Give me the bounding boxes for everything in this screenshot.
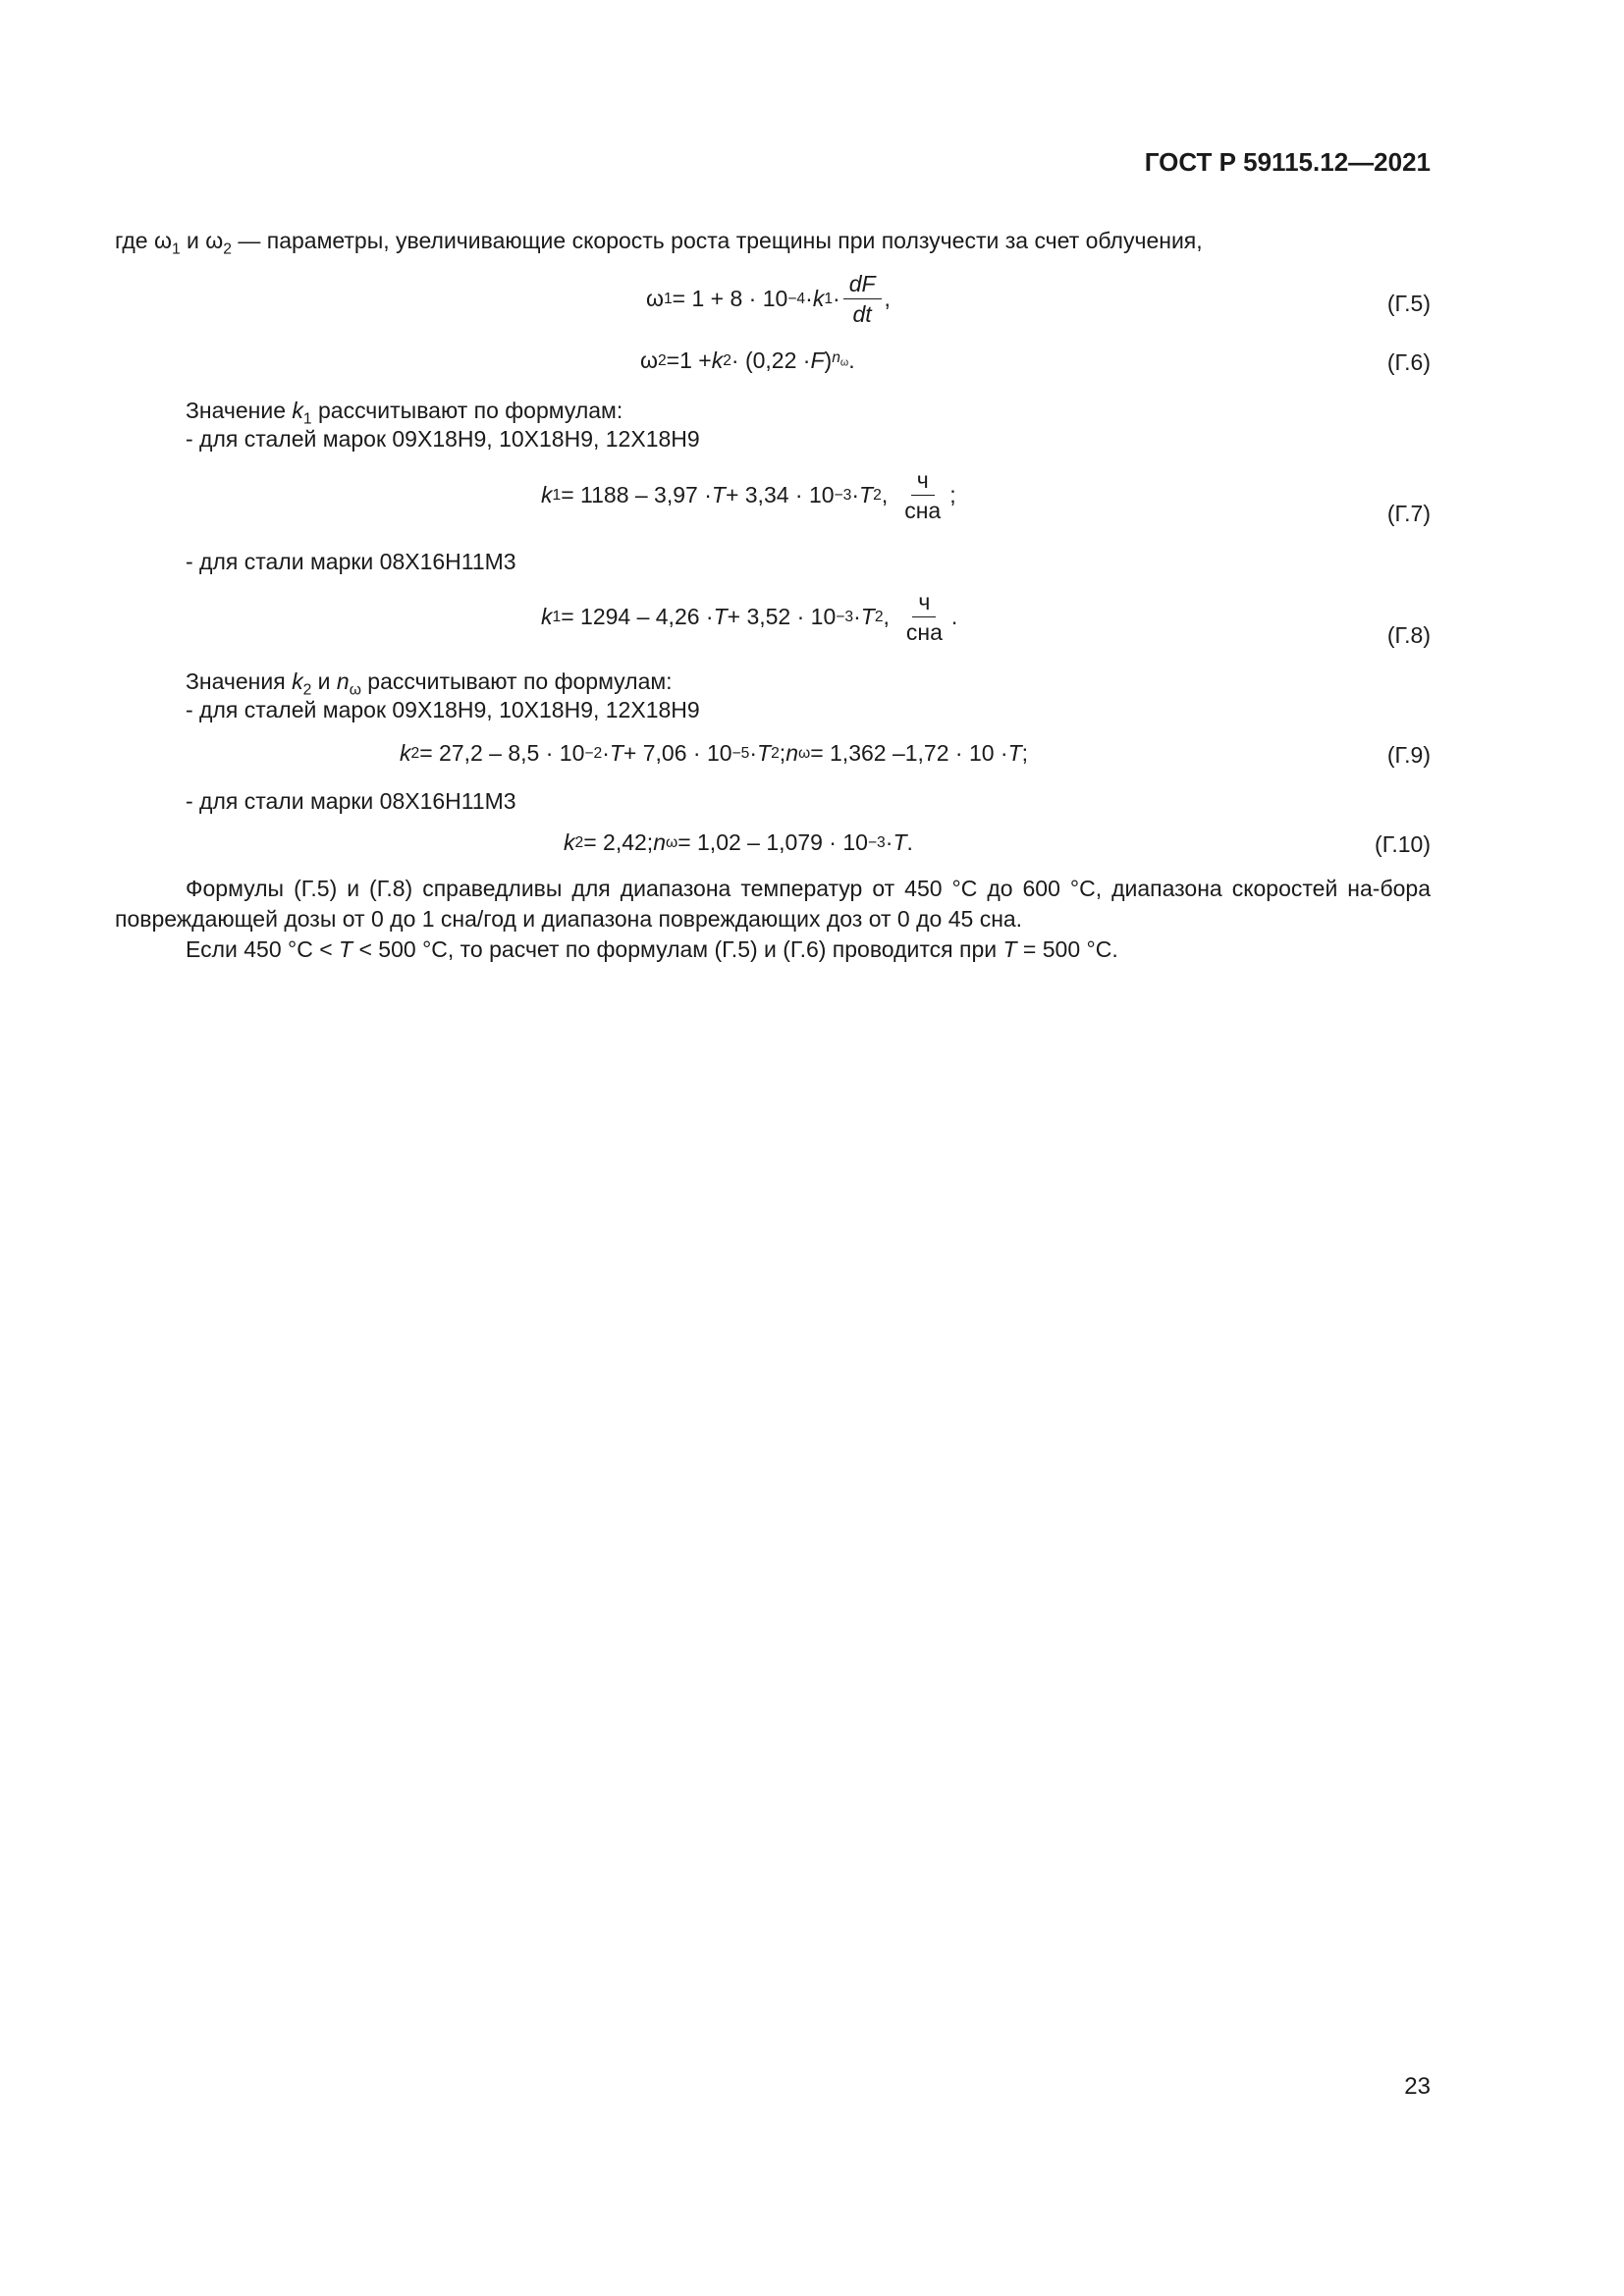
paragraph-validity: Формулы (Г.5) и (Г.8) справедливы для диапазона температур от 450 °С до 600 °С, диапазона скоростей на-бора повреждающей дозы от 0 до 1 сна/год и диапазона повреждающих доз от 0 до 45 сна. bbox=[115, 876, 1431, 932]
formula-text: = 1188 – 3,97 · bbox=[561, 482, 712, 507]
equation-g6: ω 2 =1 + k 2 · (0,22 · F ) $n_\omega$ . bbox=[640, 347, 855, 373]
subscript: 1 bbox=[302, 410, 312, 428]
formula-text: = 27,2 – 8,5 · 10 bbox=[419, 740, 585, 766]
intro-text: и bbox=[180, 228, 206, 253]
variable: T bbox=[713, 604, 728, 629]
formula-text: ; bbox=[779, 740, 786, 766]
variable: k bbox=[292, 398, 303, 423]
formula-text: , bbox=[883, 604, 890, 629]
steel-case-a: - для сталей марок 09Х18Н9, 10Х18Н9, 12Х18Н9 bbox=[186, 426, 700, 452]
variable: T bbox=[1007, 740, 1022, 766]
subscript: ω bbox=[349, 681, 361, 699]
formula-text: + 3,52 · 10 bbox=[727, 604, 837, 629]
steel-case-b: - для стали марки 08Х16Н11М3 bbox=[186, 549, 516, 574]
variable: T bbox=[859, 482, 874, 507]
text: Значения bbox=[186, 668, 293, 694]
omega-symbol: ω bbox=[205, 228, 224, 253]
text: рассчитывают по формулам: bbox=[360, 668, 673, 694]
formula-text: = 1,362 –1,72 · 10 · bbox=[810, 740, 1008, 766]
formula-text: = 1294 – 4,26 · bbox=[561, 604, 714, 629]
equation-number: (Г.10) bbox=[1375, 831, 1431, 857]
variable: k bbox=[711, 347, 724, 373]
steel-case-c: - для сталей марок 09Х18Н9, 10Х18Н9, 12Х18Н9 bbox=[186, 697, 700, 722]
omega-symbol: ω bbox=[640, 347, 658, 373]
variable: F bbox=[810, 347, 825, 373]
formula-text: + 3,34 · 10 bbox=[725, 482, 835, 507]
formula-text: ; bbox=[949, 482, 956, 507]
variable: T bbox=[757, 740, 772, 766]
equation-g10: k 2 = 2,42; n ω = 1,02 – 1,079 · 10 −3 · T . bbox=[564, 829, 913, 855]
text: Если 450 °С < bbox=[186, 936, 340, 962]
variable: k bbox=[564, 829, 575, 855]
formula-text: = 1,02 – 1,079 · 10 bbox=[677, 829, 868, 855]
formula-text: , bbox=[881, 482, 889, 507]
text: = 500 °С. bbox=[1016, 936, 1118, 962]
document-code: ГОСТ Р 59115.12—2021 bbox=[1144, 147, 1431, 177]
equation-g7: k 1 = 1188 – 3,97 · T + 3,34 · 10 −3 · T 2 , $\frac{ч}{\text{сна}}$ ; bbox=[541, 467, 956, 523]
variable: n bbox=[653, 829, 666, 855]
formula-text: . bbox=[950, 604, 958, 629]
fraction-denominator: сна bbox=[904, 498, 942, 523]
exponent: n bbox=[832, 349, 840, 367]
formula-text: · (0,22 · bbox=[731, 347, 811, 373]
formula-text: · bbox=[833, 286, 840, 311]
fraction-numerator: ч bbox=[912, 589, 936, 617]
equation-g5: ω 1 = 1 + 8 · 10 −4 · k 1 · $\frac{dF}{dt}$ , bbox=[646, 271, 891, 327]
formula-text: · bbox=[851, 482, 860, 507]
variable: k bbox=[541, 482, 553, 507]
formula-text: = 2,42; bbox=[583, 829, 654, 855]
formula-text: + 7,06 · 10 bbox=[623, 740, 732, 766]
equation-g9: k 2 = 27,2 – 8,5 · 10 −2 · T + 7,06 · 10 −5 · T 2 ; n ω = 1,362 –1,72 · 10 · T ; bbox=[400, 740, 1029, 766]
formula-text: · bbox=[885, 829, 893, 855]
equation-number: (Г.5) bbox=[1386, 291, 1431, 316]
omega-symbol: ω bbox=[646, 286, 664, 311]
fraction-numerator: ч bbox=[911, 467, 935, 496]
steel-case-d: - для стали марки 08Х16Н11М3 bbox=[186, 788, 516, 814]
equation-g8: k 1 = 1294 – 4,26 · T + 3,52 · 10 −3 · T 2 , $\frac{ч}{\text{сна}}$ . bbox=[541, 589, 958, 645]
equation-number: (Г.7) bbox=[1386, 501, 1431, 526]
page-number: 23 bbox=[1404, 2073, 1431, 2100]
text: Значение bbox=[186, 398, 293, 423]
omega-symbol: ω bbox=[153, 228, 172, 253]
variable: T bbox=[711, 482, 726, 507]
k2-intro bbox=[186, 667, 673, 699]
subscript: 2 bbox=[223, 240, 232, 258]
k1-intro bbox=[186, 396, 623, 428]
text: рассчитывают по формулам: bbox=[311, 398, 623, 423]
formula-text: , bbox=[884, 286, 891, 311]
formula-text: · bbox=[805, 286, 813, 311]
formula-text: . bbox=[906, 829, 913, 855]
text: и bbox=[311, 668, 337, 694]
fraction bbox=[843, 271, 882, 327]
subscript: 2 bbox=[302, 681, 312, 699]
variable: n bbox=[336, 668, 350, 694]
formula-text: · bbox=[853, 604, 861, 629]
subscript: 1 bbox=[171, 240, 181, 258]
variable: k bbox=[541, 604, 553, 629]
unit-fraction bbox=[898, 467, 947, 523]
variable: T bbox=[1002, 936, 1017, 962]
fraction-denominator: сна bbox=[905, 619, 943, 645]
equation-number: (Г.9) bbox=[1386, 742, 1431, 768]
variable: k bbox=[812, 286, 825, 311]
intro-line bbox=[115, 226, 1203, 258]
intro-text: — параметры, увеличивающие скорость роста трещины при ползучести за счет облучения, bbox=[231, 228, 1203, 253]
formula-text: ; bbox=[1021, 740, 1029, 766]
formula-text: · bbox=[749, 740, 758, 766]
equation-number: (Г.6) bbox=[1386, 349, 1431, 375]
variable: T bbox=[893, 829, 907, 855]
unit-fraction bbox=[900, 589, 948, 645]
formula-text: = 1 + 8 · 10 bbox=[672, 286, 788, 311]
variable: n bbox=[785, 740, 798, 766]
text: < 500 °С, то расчет по формулам (Г.5) и (Г.6) проводится при bbox=[352, 936, 1003, 962]
variable: k bbox=[400, 740, 411, 766]
equation-number: (Г.8) bbox=[1386, 622, 1431, 648]
variable: T bbox=[609, 740, 623, 766]
paragraph-temperature bbox=[186, 934, 1118, 964]
formula-text: ) bbox=[824, 347, 833, 373]
formula-text: · bbox=[602, 740, 610, 766]
variable: T bbox=[339, 936, 353, 962]
subscript: ω bbox=[839, 356, 849, 369]
formula-text: . bbox=[848, 347, 855, 373]
variable: k bbox=[292, 668, 303, 694]
variable: T bbox=[860, 604, 875, 629]
fraction-denominator: dt bbox=[852, 301, 872, 327]
fraction-numerator: dF bbox=[843, 271, 882, 299]
intro-text: где bbox=[115, 228, 154, 253]
formula-text: =1 + bbox=[666, 347, 712, 373]
